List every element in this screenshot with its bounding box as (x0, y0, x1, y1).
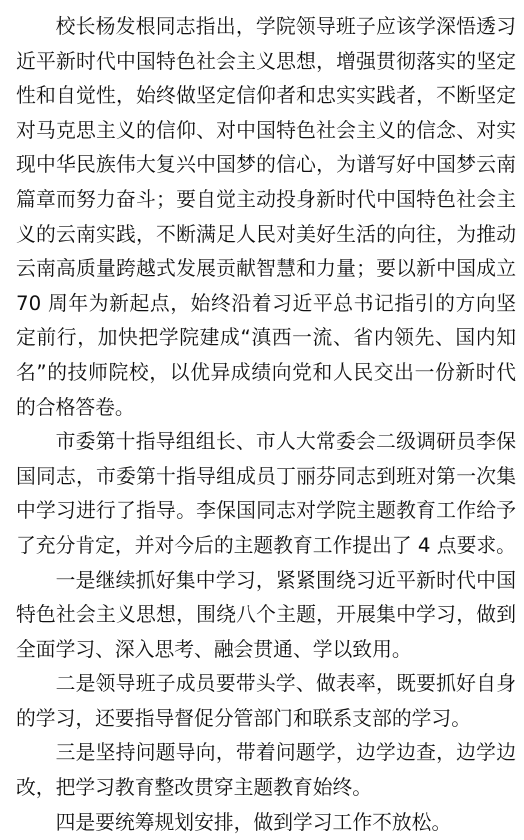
article-body (16, 10, 516, 840)
paragraph-requirement-4: 四是要统筹规划安排，做到学习工作不放松。 (55, 810, 452, 834)
paragraph-requirement-3: 三是坚持问题导向，带着问题学，边学边查，边学边改，把学习教育整改贯穿主题教育始终。 (16, 741, 516, 800)
paragraph-requirement-1: 一是继续抓好集中学习，紧紧围绕习近平新时代中国特色社会主义思想，围绕八个主题，开展集中学习，做到全面学习、深入思考、融会贯通、学以致用。 (16, 568, 516, 661)
paragraph-guidance-team: 市委第十指导组组长、市人大常委会二级调研员李保国同志，市委第十指导组成员丁丽芬同志到班对第一次集中学习进行了指导。李保国同志对学院主题教育工作给予了充分肯定，并对今后的主题教育工作提出了 4 点要求。 (16, 430, 516, 557)
paragraph-requirement-2: 二是领导班子成员要带头学、做表率，既要抓好自身的学习，还要指导督促分管部门和联系支部的学习。 (16, 672, 516, 730)
paragraph-principal-remarks: 校长杨发根同志指出，学院领导班子应该学深悟透习近平新时代中国特色社会主义思想，增强贯彻落实的坚定性和自觉性，始终做坚定信仰者和忠实实践者，不断坚定对马克思主义的信仰、对中国特色社会主义的信念、对实现中华民族伟大复兴中国梦的信心，为谱写好中国梦云南篇章而努力奋斗；要自觉主动投身新时代中国特色社会主义的云南实践，不断满足人民对美好生活的向往，为推动云南高质量跨越式发展贡献智慧和力量；要以新中国成立 70 周年为新起点，始终沿着习近平总书记指引的方向坚定前行，加快把学院建成“滇西一流、省内领先、国内知名”的技师院校，以优异成绩向党和人民交出一份新时代的合格答卷。 (16, 15, 516, 419)
